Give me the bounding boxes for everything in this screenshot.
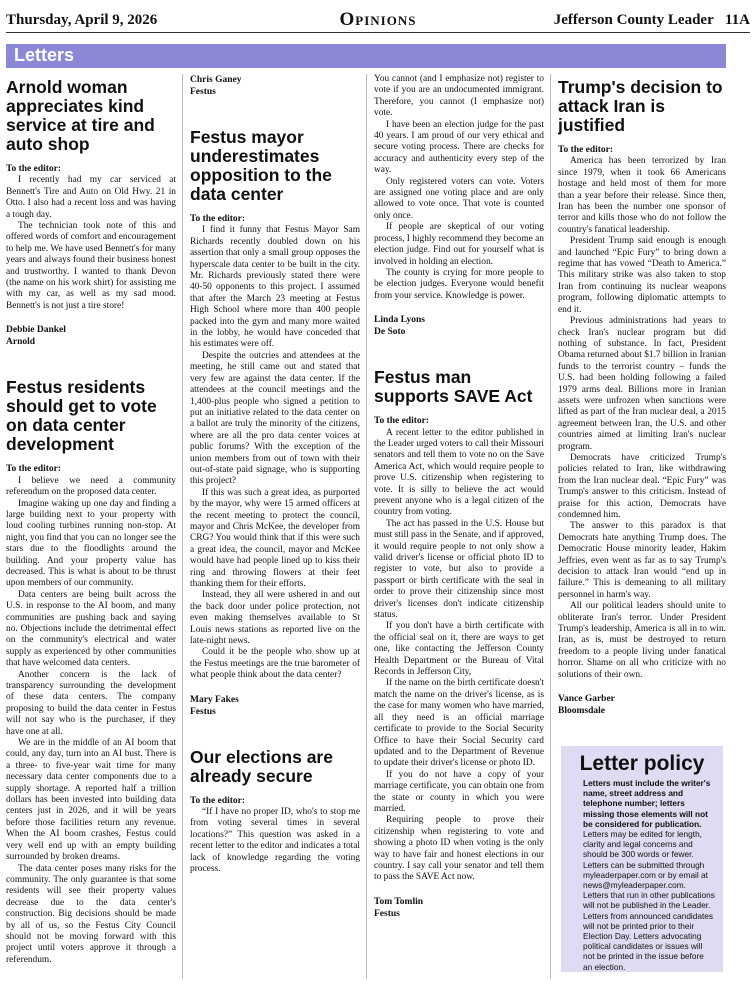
paragraph: Only registered voters can vote. Voters are assigned one voting place and are only allowed to vote once. That vote is counted only once. (374, 176, 544, 221)
paragraph: Another concern is the lack of transparency surrounding the development of these data centers. The company proposing to build the data center in Festus will not say who is the purchaser, if they have one at all. (6, 669, 176, 737)
column-4 (558, 74, 726, 743)
section-title: Opinions (339, 9, 417, 30)
paragraph: The data center poses many risks for the community. The only guarantee is that some residents will see their property values decrease due to the data center's construction. Big decisions should be made by all of us, so the Festus City Council should not be moving forward with this project until voters approve it through a referendum. (6, 863, 176, 965)
page-number: 11A (724, 12, 750, 28)
letter-headline: Festus residents should get to vote on data center development (6, 377, 157, 455)
paper-name-page (554, 12, 750, 29)
letter-6 (558, 78, 726, 717)
author-name: Debbie Dankel (6, 325, 66, 336)
letter-headline: Trump's decision to attack Iran is justified (558, 77, 723, 135)
author-name: Mary Fakes (190, 694, 239, 705)
salutation: To the editor: (6, 464, 62, 475)
paragraph: If this was such a great idea, as purported by the mayor, why were 15 armed officers at the recent meeting to protect the council, mayor and Chris McKee, the developer from CRG? You would think that if this were such a great idea, the council, mayor and McKee would have had people lined up to kiss their ring and throwing flowers at their feet thanking them for their efforts. (190, 487, 360, 589)
author-town: Bloomsdale (558, 706, 605, 717)
paragraph: A recent letter to the editor published in the Leader urged voters to call their Missouri senators and tell them to vote no on the Save America Act, which would require people to prove U.S. citizenship when registering to vote. It is silly to believe the act would prevent anyone who is a legal citizen of the country from voting. (374, 427, 544, 518)
author-name: Tom Tomlin (374, 896, 424, 907)
salutation: To the editor: (190, 795, 246, 806)
signature (374, 314, 544, 338)
paragraph: I recently had my car serviced at Bennett's Tire and Auto on Old Hwy. 21 in Otto. I also had a recent loss and was having a tough day. (6, 175, 176, 220)
paragraph: The county is crying for more people to be election judges. Everyone would benefit from your service. Knowledge is power. (374, 267, 544, 301)
column-3 (374, 74, 544, 981)
paragraph: Despite the outcries and attendees at the meeting, he still came out and stated that very few are against the data center. If the attendees at the council meetings and the 1,400-plus people who signed a petition to put an initiative related to the data center on a ballot are truly the minority of the citizens, where are all the pro data center voices at public forums? With the exception of the union members from out of town with their out-of-state paid signage, who is supporting this project? (190, 350, 360, 487)
paragraph: Could it be the people who show up at the Festus meetings are the true barometer of what people think about the data center? (190, 647, 360, 681)
paragraph: Requiring people to prove their citizenship when registering to vote and showing a photo ID when voting is the only way to have fair and honest elections in our country. I say call your senator and tell them to pass the SAVE Act now. (374, 815, 544, 883)
letter-5 (374, 368, 544, 920)
policy-requirements: Letters must include the writer's name, street address and telephone number; letters missing those elements will not be considered for publication. (583, 778, 711, 829)
column-divider (182, 74, 183, 979)
paragraph: We are in the middle of an AI boom that could, any day, turn into an AI bust. There is a three- to five-year wait time for many necessary data center components due to a supply shortage. A reported half a trillion dollars has been invested into building data centers just in 2026, and it will be years before those facilities return any revenue. When the AI boom crashes, Festus could very well end up with an empty building surrounded by broken dreams. (6, 738, 176, 863)
column-divider (366, 74, 367, 979)
paragraph: The act has passed in the U.S. House but must still pass in the Senate, and if approved, it would require people to not only show a valid driver's license or official photo ID to register to vote, but also to provide a passport or birth certificate with the seal in order to prove their citizenship since most driver's licenses don't indicate citizenship status. (374, 518, 544, 621)
letter-headline: Festus man supports SAVE Act (374, 367, 533, 407)
paragraph: Imagine waking up one day and finding a large building next to your property with loud cooling turbines running non-stop. At night, you find that you can no longer see the stars due to the floodlights around the building. And your property value has decreased. This is what is about to be thrust upon members of our community. (6, 498, 176, 589)
letter-body-continued (374, 74, 544, 302)
paragraph: I believe we need a community referendum on the proposed data center. (6, 475, 176, 498)
author-town: Festus (190, 706, 216, 717)
letter-body (558, 156, 726, 681)
author-town: Festus (190, 87, 216, 97)
paragraph: Previous administrations had years to check Iran's nuclear program but did nothing of substance. In fact, President Obama returned about $1.7 billion in Iranian funds to the terrorist country – funds the U.S. had been holding following a failed 1979 arms deal. Billions more in Iranian assets were unfrozen when sanctions were lifted as part of the Iran nuclear deal, a 2015 agreement between Iran, the U.S. and other countries aimed at limiting Iran's nuclear program. (558, 316, 726, 452)
signature (190, 694, 360, 718)
column-2 (190, 74, 360, 981)
issue-date: Thursday, April 9, 2026 (6, 12, 158, 28)
salutation: To the editor: (6, 164, 62, 174)
signature (190, 74, 360, 98)
paragraph: You cannot (and I emphasize not) register to vote if you are an undocumented immigrant. Therefore, you cannot (I emphasize not) vote. (374, 74, 544, 119)
paragraph: I find it funny that Festus Mayor Sam Richards recently doubled down on his assertion that only a small group opposes the hyperscale data center to be built in the city. Mr. Richards previously stated there were 40-50 opponents to this project. I assumed that after the March 23 meeting at Festus High School where more than 400 people packed into the gym and many more waited in the lobby, he would have conceded that his estimates were off. (190, 225, 360, 350)
column-divider (550, 74, 551, 979)
paragraph: If you don't have a birth certificate with the official seal on it, there are ways to get one, like contacting the Jefferson County Health Department or the Bureau of Vital Records in Jefferson City, (374, 621, 544, 678)
salutation: To the editor: (374, 416, 430, 427)
author-name: Vance Garber (558, 694, 615, 705)
paper-name: Jefferson County Leader (553, 12, 714, 28)
policy-title: Letter policy (579, 752, 705, 775)
letter-body (190, 807, 360, 875)
letter-headline: Festus mayor underestimates opposition to the data center (190, 127, 332, 204)
letter-headline: Our elections are already secure (190, 746, 333, 786)
paragraph: Data centers are being built across the U.S. in response to the AI boom, and many communities are pushing back and saying no. Objections include the detrimental effect on the community's electrical and water supply as experienced by other communities that have welcomed data centers. (6, 589, 176, 669)
paragraph: I have been an election judge for the past 40 years. I am proud of our very ethical and secure voting process. There are checks for accuracy and authenticity every step of the way. (374, 119, 544, 176)
signature (6, 324, 176, 348)
policy-restrictions: Letters that run in other publications will not be published in the Leader. Letters from announced candidates will not be printed prior to their Election Day. Letters advocating political candidates or issues will not be printed in the issue before an election. (583, 890, 715, 972)
signature (374, 896, 544, 920)
letter-4 (190, 748, 360, 876)
salutation: To the editor: (190, 214, 246, 224)
column-1 (6, 74, 176, 981)
letter-2 (6, 378, 176, 966)
letter-3 (190, 128, 360, 718)
letter-1 (6, 78, 176, 348)
paragraph: If the name on the birth certificate doesn't match the name on the driver's license, as is the case for many women who have married, all they need is an official marriage certificate to provide to the Social Security Office to have their Social Security card updated and to the Department of Revenue to update their driver's license or photo ID. (374, 678, 544, 769)
letter-body (374, 428, 544, 884)
paragraph: If people are skeptical of our voting process, I highly recommend they become an election judge. Find out for yourself what is involved in holding an election. (374, 222, 544, 267)
paragraph: The answer to this paradox is that Democrats hate anything Trump does. The Democratic House minority leader, Hakim Jeffries, even went as far as to say Trump's decision to attack Iran would “end up in failure.” This is demeaning to all military personnel in harm's way. (558, 521, 726, 600)
paragraph: “If I have no proper ID, who's to stop me from voting several times in several locations?” This question was asked in a recent letter to the editor and indicates a total lack of knowledge regarding the voting process. (190, 807, 360, 875)
signature (558, 693, 726, 717)
paragraph: President Trump said enough is enough and launched “Epic Fury” to bring down a regime that has vowed “Death to America.” This military strike was also taken to stop Iran from continuing its nuclear weapons program, following diplomatic attempts to end it. (558, 236, 726, 315)
letter-policy-box (561, 746, 723, 972)
letter-body (6, 175, 176, 312)
salutation: To the editor: (558, 145, 614, 155)
paragraph: All our political leaders should unite to obliterate Iran's terror. Under President Trump's leadership, America is all in to win. Iran, as is, must be destroyed to return freedom to a people living under fanatical horror. Shame on all who criticize with no solutions of their own. (558, 601, 726, 680)
paragraph: America has been terrorized by Iran since 1979, when it took 66 Americans hostage and held most of them for more than a year before their release. Since then, Iran has been the number one sponsor of terror and kills those who do not follow the country's fanatical leadership. (558, 156, 726, 235)
letters-banner (6, 44, 726, 68)
letter-body (190, 225, 360, 681)
letter-body (6, 476, 176, 966)
paragraph: The technician took note of this and offered words of comfort and encouragement to help me. We have used Bennett's for many years and always found their business honest and trustworthy. I wanted to thank Devon (the name on his work shirt) for assisting me with my car, as well as my sad mood. Bennett's is not just a tire store! (6, 221, 176, 311)
policy-text (569, 778, 715, 972)
author-town: De Soto (374, 327, 406, 338)
author-name: Linda Lyons (374, 315, 425, 326)
letter-headline: Arnold woman appreciates kind service at tire and auto shop (6, 77, 155, 154)
author-name: Chris Ganey (190, 75, 242, 85)
author-town: Arnold (6, 337, 36, 348)
page-header (6, 6, 750, 33)
banner-label: Letters (14, 45, 75, 65)
paragraph: If you do not have a copy of your marriage certificate, you can obtain one from the state or county in which you were married. (374, 769, 544, 814)
author-town: Festus (374, 908, 400, 919)
policy-editing: Letters may be edited for length, clarity and legal concerns and should be 300 words or fewer. Letters can be submitted through myleaderpaper.com or by email at news@myleaderpaper.com. (583, 829, 708, 891)
paragraph: Instead, they all were ushered in and out the back door under police protection, not even making themselves available to St Louis news stations as reported live on the late-night news. (190, 590, 360, 647)
paragraph: Democrats have criticized Trump's policies related to Iran, like withdrawing from the Iran nuclear deal. “Epic Fury” was Trump's answer to this criticism. Instead of praise for this action, Democrats have condemned him. (558, 452, 726, 520)
